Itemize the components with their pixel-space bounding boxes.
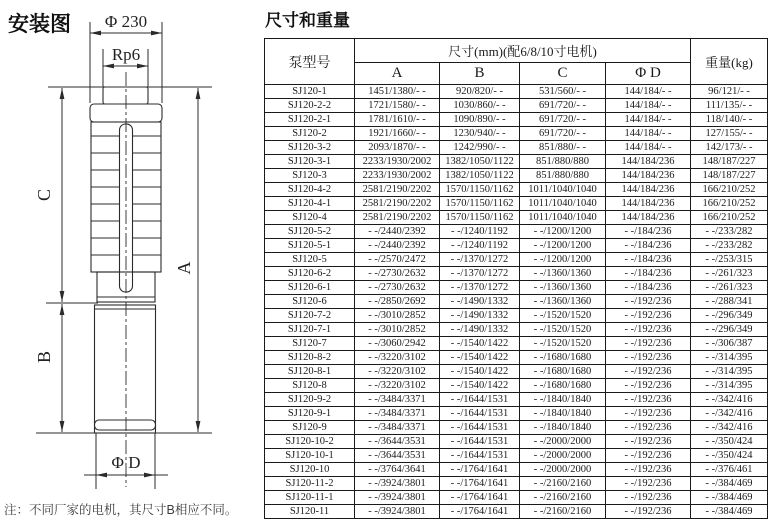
table-row [265,435,768,449]
value-cell: - -/1680/1680 [520,379,606,393]
value-cell: 166/210/252 [691,197,768,211]
table-row [265,477,768,491]
model-cell: SJ120-6-1 [265,281,355,295]
model-cell: SJ120-11-2 [265,477,355,491]
value-cell: - -/192/236 [606,323,691,337]
value-cell: - -/184/236 [606,225,691,239]
value-cell: - -/1540/1422 [440,337,520,351]
arrowhead [60,421,65,432]
value-cell: 851/880/880 [520,169,606,183]
value-cell: 1451/1380/- - [355,85,440,99]
value-cell: - -/192/236 [606,435,691,449]
installation-diagram [0,0,262,528]
model-cell: SJ120-8 [265,379,355,393]
spec-table-body [265,85,768,519]
table-row [265,449,768,463]
model-cell: SJ120-4 [265,211,355,225]
value-cell: 1921/1660/- - [355,127,440,141]
value-cell: - -/288/341 [691,295,768,309]
pump-discharge-connector [103,87,148,104]
col-header-c: C [520,63,606,85]
value-cell: - -/1370/1272 [440,281,520,295]
value-cell: - -/1540/1422 [440,351,520,365]
value-cell: - -/384/469 [691,491,768,505]
arrowhead [60,304,65,315]
dim-label-a: A [174,261,194,275]
value-cell: 1382/1050/1122 [440,169,520,183]
table-row [265,421,768,435]
model-cell: SJ120-11-1 [265,491,355,505]
value-cell: 2233/1930/2002 [355,155,440,169]
col-header-weight: 重量(kg) [691,39,768,85]
table-row [265,169,768,183]
value-cell: 2581/2190/2202 [355,211,440,225]
value-cell: - -/253/315 [691,253,768,267]
value-cell: 1011/1040/1040 [520,183,606,197]
arrowhead [196,88,201,99]
value-cell: - -/192/236 [606,491,691,505]
value-cell: - -/1360/1360 [520,267,606,281]
value-cell: 118/140/- - [691,113,768,127]
model-cell: SJ120-8-1 [265,365,355,379]
value-cell: - -/3924/3801 [355,477,440,491]
value-cell: 1242/990/- - [440,141,520,155]
value-cell: 2581/2190/2202 [355,197,440,211]
value-cell: - -/296/349 [691,323,768,337]
table-row [265,365,768,379]
table-row [265,337,768,351]
arrowhead [151,31,162,36]
arrowhead [103,64,114,69]
model-cell: SJ120-7-2 [265,309,355,323]
value-cell: 691/720/- - [520,113,606,127]
value-cell: 166/210/252 [691,211,768,225]
table-row [265,99,768,113]
table-row [265,253,768,267]
motor-bottom-cap [95,420,156,430]
footnote: 注：不同厂家的电机，其尺寸B相应不同。 [4,503,238,517]
value-cell: - -/261/323 [691,267,768,281]
value-cell: - -/3644/3531 [355,435,440,449]
table-row [265,491,768,505]
value-cell: - -/184/236 [606,267,691,281]
value-cell: 531/560/- - [520,85,606,99]
value-cell: - -/1200/1200 [520,253,606,267]
value-cell: - -/2730/2632 [355,267,440,281]
table-row [265,211,768,225]
arrowhead [144,473,155,478]
value-cell: - -/1240/1192 [440,225,520,239]
value-cell: 851/880/880 [520,155,606,169]
value-cell: - -/2850/2692 [355,295,440,309]
value-cell: 1570/1150/1162 [440,183,520,197]
model-cell: SJ120-9-1 [265,407,355,421]
table-row [265,197,768,211]
value-cell: - -/350/424 [691,449,768,463]
value-cell: 1570/1150/1162 [440,211,520,225]
value-cell: 2581/2190/2202 [355,183,440,197]
value-cell: - -/314/395 [691,365,768,379]
value-cell: 691/720/- - [520,127,606,141]
value-cell: 144/184/236 [606,169,691,183]
dim-label-phi230: Φ 230 [104,12,148,31]
value-cell: - -/3010/2852 [355,309,440,323]
model-cell: SJ120-10 [265,463,355,477]
table-row [265,351,768,365]
value-cell: - -/342/416 [691,421,768,435]
col-header-b: B [440,63,520,85]
value-cell: - -/3060/2942 [355,337,440,351]
table-row [265,281,768,295]
value-cell: - -/1840/1840 [520,407,606,421]
value-cell: - -/3010/2852 [355,323,440,337]
value-cell: 691/720/- - [520,99,606,113]
value-cell: 1090/890/- - [440,113,520,127]
model-cell: SJ120-5-1 [265,239,355,253]
value-cell: - -/1764/1641 [440,463,520,477]
value-cell: 166/210/252 [691,183,768,197]
value-cell: 1721/1580/- - [355,99,440,113]
dim-label-b: B [34,350,54,364]
value-cell: - -/1644/1531 [440,393,520,407]
value-cell: - -/3924/3801 [355,491,440,505]
col-header-a: A [355,63,440,85]
value-cell: - -/1490/1332 [440,309,520,323]
value-cell: - -/1200/1200 [520,239,606,253]
value-cell: - -/3220/3102 [355,379,440,393]
col-header-phid: Φ D [606,63,691,85]
value-cell: - -/2000/2000 [520,435,606,449]
value-cell: - -/2160/2160 [520,477,606,491]
value-cell: - -/376/461 [691,463,768,477]
arrowhead [196,421,201,432]
value-cell: - -/261/323 [691,281,768,295]
value-cell: - -/306/387 [691,337,768,351]
table-row [265,239,768,253]
value-cell: - -/192/236 [606,449,691,463]
value-cell: 1570/1150/1162 [440,197,520,211]
value-cell: - -/1644/1531 [440,449,520,463]
value-cell: 1781/1610/- - [355,113,440,127]
value-cell: - -/2440/2392 [355,225,440,239]
value-cell: - -/2000/2000 [520,449,606,463]
value-cell: - -/2730/2632 [355,281,440,295]
value-cell: 1011/1040/1040 [520,197,606,211]
spec-section [264,6,770,519]
value-cell: - -/3764/3641 [355,463,440,477]
value-cell: - -/296/349 [691,309,768,323]
value-cell: - -/3644/3531 [355,449,440,463]
value-cell: 144/184/- - [606,85,691,99]
value-cell: - -/3924/3801 [355,505,440,519]
value-cell: - -/1360/1360 [520,295,606,309]
model-cell: SJ120-3-1 [265,155,355,169]
value-cell: - -/192/236 [606,463,691,477]
value-cell: - -/3220/3102 [355,365,440,379]
col-header-model: 泵型号 [265,39,355,85]
value-cell: 148/187/227 [691,169,768,183]
value-cell: - -/1490/1332 [440,295,520,309]
value-cell: 142/173/- - [691,141,768,155]
model-cell: SJ120-7-1 [265,323,355,337]
table-row [265,407,768,421]
value-cell: - -/1764/1641 [440,491,520,505]
value-cell: 1230/940/- - [440,127,520,141]
value-cell: - -/233/282 [691,239,768,253]
value-cell: - -/314/395 [691,351,768,365]
model-cell: SJ120-11 [265,505,355,519]
value-cell: - -/3484/3371 [355,421,440,435]
model-cell: SJ120-2-1 [265,113,355,127]
model-cell: SJ120-8-2 [265,351,355,365]
value-cell: - -/1370/1272 [440,267,520,281]
model-cell: SJ120-2-2 [265,99,355,113]
diagram-title: 安装图 [8,13,71,36]
table-row [265,127,768,141]
value-cell: - -/233/282 [691,225,768,239]
value-cell: - -/192/236 [606,393,691,407]
value-cell: - -/3484/3371 [355,393,440,407]
dim-label-c: C [34,188,54,202]
model-cell: SJ120-3 [265,169,355,183]
model-cell: SJ120-5 [265,253,355,267]
value-cell: - -/192/236 [606,477,691,491]
arrowhead [96,473,107,478]
table-row [265,85,768,99]
value-cell: 144/184/236 [606,211,691,225]
value-cell: - -/1764/1641 [440,477,520,491]
value-cell: - -/1200/1200 [520,225,606,239]
model-cell: SJ120-9 [265,421,355,435]
value-cell: - -/184/236 [606,281,691,295]
value-cell: 144/184/236 [606,197,691,211]
dim-label-phid: Φ D [111,453,141,472]
value-cell: - -/184/236 [606,253,691,267]
value-cell: - -/2160/2160 [520,491,606,505]
model-cell: SJ120-6 [265,295,355,309]
table-row [265,155,768,169]
table-row [265,379,768,393]
value-cell: - -/384/469 [691,477,768,491]
value-cell: 144/184/- - [606,113,691,127]
value-cell: - -/1680/1680 [520,351,606,365]
model-cell: SJ120-2 [265,127,355,141]
table-row [265,295,768,309]
value-cell: - -/1520/1520 [520,309,606,323]
value-cell: - -/342/416 [691,393,768,407]
value-cell: - -/314/395 [691,379,768,393]
value-cell: - -/1240/1192 [440,239,520,253]
model-cell: SJ120-4-2 [265,183,355,197]
table-row [265,463,768,477]
value-cell: - -/384/469 [691,505,768,519]
value-cell: 144/184/- - [606,141,691,155]
arrowhead [90,31,101,36]
spec-table [264,38,768,519]
value-cell: - -/1490/1332 [440,323,520,337]
value-cell: - -/2160/2160 [520,505,606,519]
table-row [265,183,768,197]
value-cell: - -/1540/1422 [440,365,520,379]
value-cell: - -/1644/1531 [440,421,520,435]
value-cell: - -/192/236 [606,337,691,351]
value-cell: - -/1644/1531 [440,435,520,449]
table-row [265,225,768,239]
model-cell: SJ120-4-1 [265,197,355,211]
model-cell: SJ120-3-2 [265,141,355,155]
table-title: 尺寸和重量 [265,11,350,30]
value-cell: 111/135/- - [691,99,768,113]
value-cell: - -/1370/1272 [440,253,520,267]
value-cell: - -/192/236 [606,351,691,365]
value-cell: 144/184/236 [606,183,691,197]
value-cell: - -/350/424 [691,435,768,449]
table-row [265,113,768,127]
value-cell: 920/820/- - [440,85,520,99]
value-cell: - -/192/236 [606,309,691,323]
value-cell: - -/1360/1360 [520,281,606,295]
model-cell: SJ120-9-2 [265,393,355,407]
value-cell: 1030/860/- - [440,99,520,113]
value-cell: - -/192/236 [606,295,691,309]
value-cell: 148/187/227 [691,155,768,169]
value-cell: 127/155/- - [691,127,768,141]
value-cell: - -/2000/2000 [520,463,606,477]
value-cell: - -/2440/2392 [355,239,440,253]
value-cell: - -/1520/1520 [520,337,606,351]
value-cell: - -/192/236 [606,505,691,519]
motor-body [95,305,156,433]
value-cell: 144/184/- - [606,99,691,113]
table-row [265,309,768,323]
value-cell: - -/192/236 [606,407,691,421]
value-cell: 144/184/- - [606,127,691,141]
model-cell: SJ120-10-1 [265,449,355,463]
value-cell: - -/3220/3102 [355,351,440,365]
value-cell: - -/192/236 [606,421,691,435]
value-cell: - -/2570/2472 [355,253,440,267]
value-cell: - -/1680/1680 [520,365,606,379]
value-cell: 851/880/- - [520,141,606,155]
arrowhead [137,64,148,69]
value-cell: - -/1540/1422 [440,379,520,393]
value-cell: 1011/1040/1040 [520,211,606,225]
col-header-dims: 尺寸(mm)(配6/8/10寸电机) [355,39,691,63]
value-cell: - -/342/416 [691,407,768,421]
model-cell: SJ120-10-2 [265,435,355,449]
value-cell: - -/1644/1531 [440,407,520,421]
model-cell: SJ120-1 [265,85,355,99]
value-cell: 2093/1870/- - [355,141,440,155]
dim-label-rp6: Rp6 [111,45,141,64]
value-cell: - -/192/236 [606,379,691,393]
value-cell: 144/184/236 [606,155,691,169]
value-cell: 1382/1050/1122 [440,155,520,169]
value-cell: - -/3484/3371 [355,407,440,421]
value-cell: - -/1840/1840 [520,393,606,407]
table-row [265,323,768,337]
table-row [265,393,768,407]
model-cell: SJ120-7 [265,337,355,351]
arrowhead [60,88,65,99]
value-cell: 2233/1930/2002 [355,169,440,183]
value-cell: 96/121/- - [691,85,768,99]
value-cell: - -/192/236 [606,365,691,379]
value-cell: - -/1764/1641 [440,505,520,519]
value-cell: - -/1520/1520 [520,323,606,337]
table-row [265,141,768,155]
table-row [265,505,768,519]
value-cell: - -/184/236 [606,239,691,253]
table-row [265,267,768,281]
value-cell: - -/1840/1840 [520,421,606,435]
model-cell: SJ120-6-2 [265,267,355,281]
model-cell: SJ120-5-2 [265,225,355,239]
arrowhead [60,291,65,302]
